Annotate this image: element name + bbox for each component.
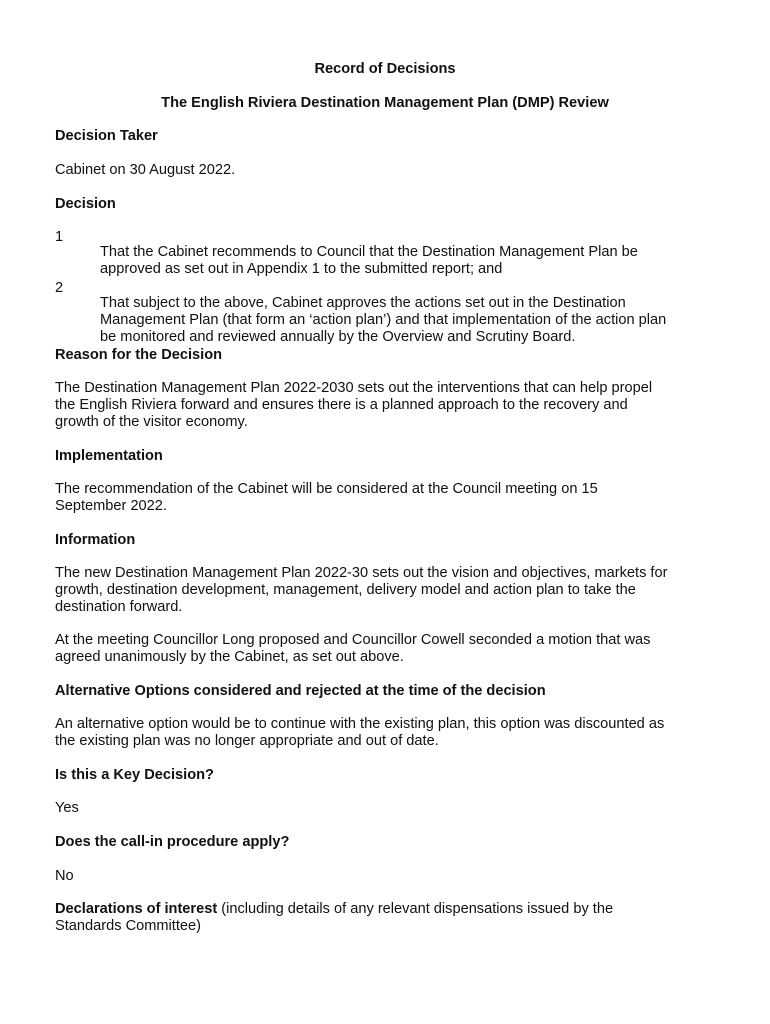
information-text: agreed unanimously by the Cabinet, as set out above. [55,649,404,665]
alternative-heading: Alternative Options considered and rejected at the time of the decision [55,683,546,699]
decision-item-number: 1 [55,229,64,245]
decision-heading: Decision [55,196,116,212]
document-subtitle: The English Riviera Destination Management Plan (DMP) Review [161,95,609,111]
decision-item-number: 2 [55,280,64,296]
implementation-text: The recommendation of the Cabinet will be considered at the Council meeting on 15 [55,481,598,497]
call-in-answer: No [55,868,74,884]
decision-item-line: approved as set out in Appendix 1 to the submitted report; and [100,260,503,277]
decision-taker-text: Cabinet on 30 August 2022. [55,162,236,178]
reason-heading: Reason for the Decision [55,347,223,363]
reason-text: growth of the visitor economy. [55,414,248,430]
reason-text: the English Riviera forward and ensures there is a planned approach to the recovery and [55,397,628,413]
implementation-heading: Implementation [55,448,163,464]
declarations-text: Standards Committee) [55,918,201,934]
information-heading: Information [55,532,136,548]
declarations-heading: Declarations of interest [55,901,218,917]
document-title: Record of Decisions [314,61,456,77]
key-decision-answer: Yes [55,800,79,816]
alternative-text: An alternative option would be to continue with the existing plan, this option was discounted as [55,716,665,732]
implementation-text: September 2022. [55,498,167,514]
information-text: growth, destination development, management, delivery model and action plan to take the [55,582,636,598]
information-text: destination forward. [55,599,183,615]
alternative-text: the existing plan was no longer appropriate and out of date. [55,733,439,749]
key-decision-heading: Is this a Key Decision? [55,767,214,783]
declarations-detail: (including details of any relevant dispensations issued by the [217,901,614,917]
reason-text: The Destination Management Plan 2022-2030 sets out the interventions that can help propel [55,380,653,396]
declarations-text [55,901,720,918]
decision-item-line: That the Cabinet recommends to Council that the Destination Management Plan be [100,243,638,260]
decision-item-line: be monitored and reviewed annually by the Overview and Scrutiny Board. [100,328,576,345]
information-text: At the meeting Councillor Long proposed and Councillor Cowell seconded a motion that was [55,632,651,648]
information-text: The new Destination Management Plan 2022-30 sets out the vision and objectives, markets for [55,565,668,581]
decision-taker-heading: Decision Taker [55,128,158,144]
decision-item-line: That subject to the above, Cabinet approves the actions set out in the Destination [100,294,626,311]
call-in-heading: Does the call-in procedure apply? [55,834,290,850]
decision-item-line: Management Plan (that form an ‘action plan’) and that implementation of the action plan [100,311,667,328]
